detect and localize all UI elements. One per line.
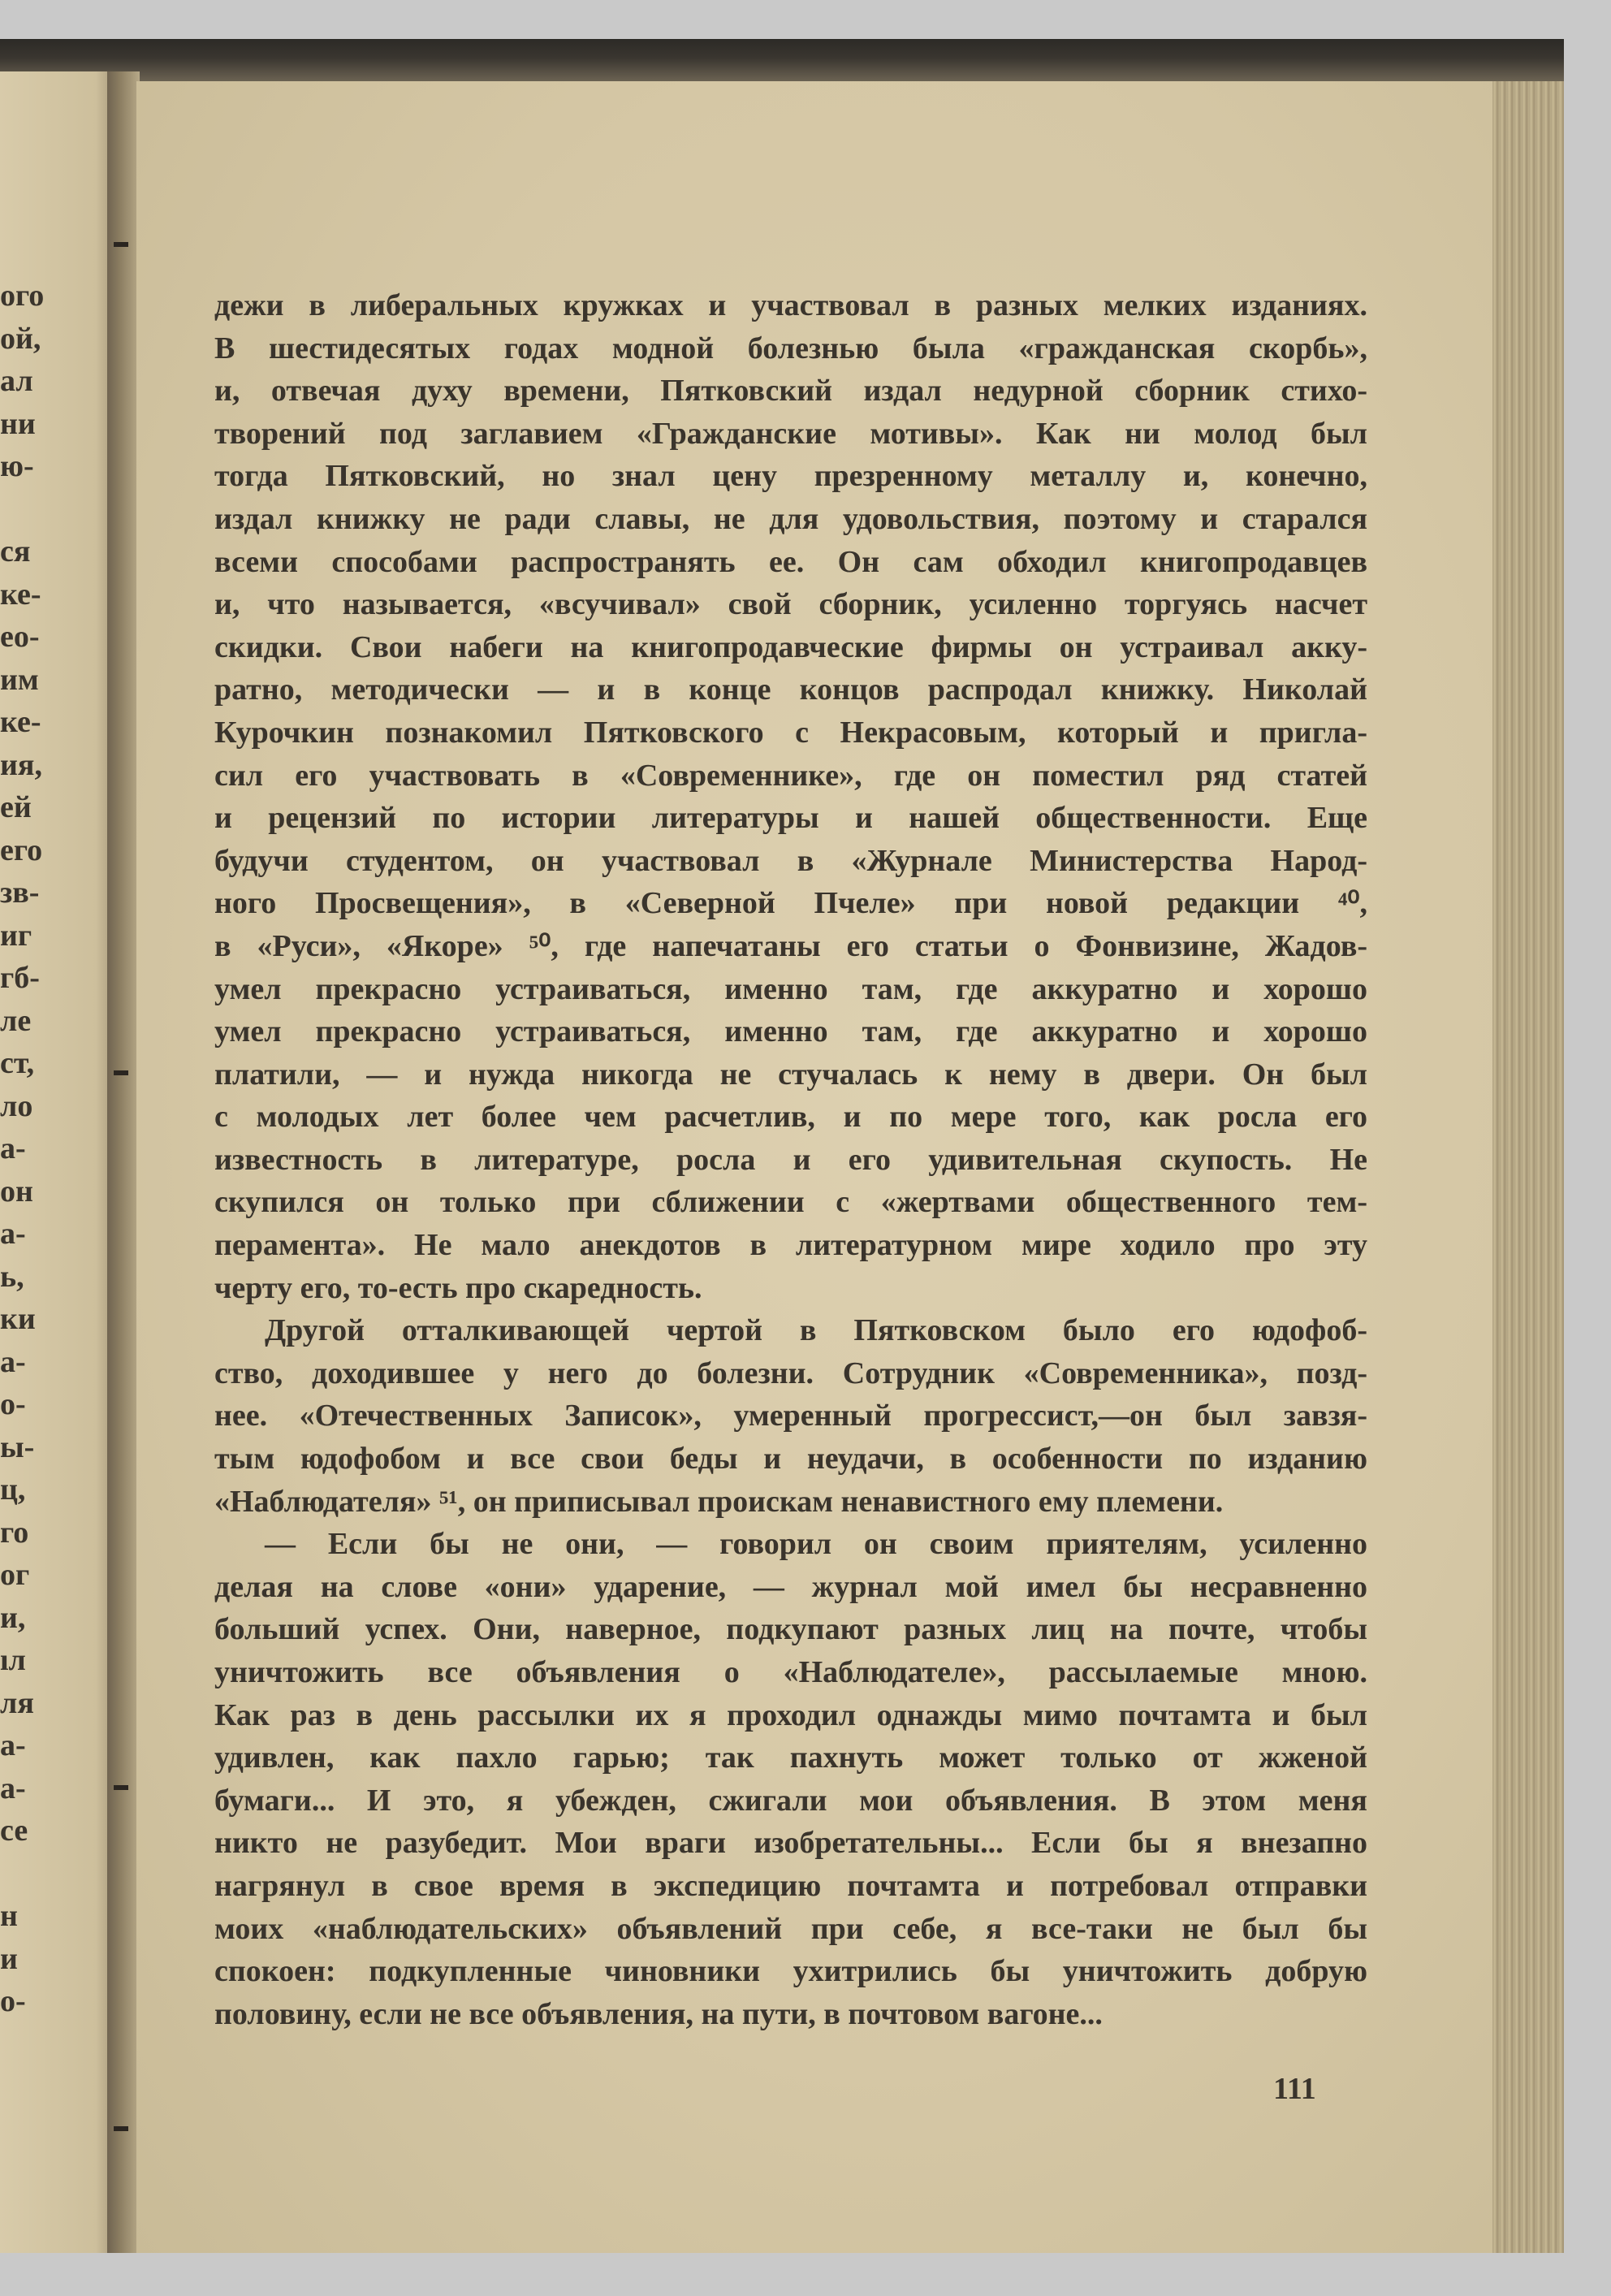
book-top-edge — [0, 39, 1564, 81]
text-line: издал книжку не ради славы, не для удовольствия, поэтому и старался — [214, 501, 1367, 536]
previous-page-fragment: ео- — [0, 620, 40, 654]
previous-page-fragment: и — [0, 1941, 18, 1976]
previous-page-fragment: о- — [0, 1387, 26, 1421]
previous-page-fragment: го — [0, 1515, 29, 1550]
previous-page-fragment: а- — [0, 1217, 26, 1251]
text-line: ратно, методически — и в конце концов распродал книжку. Николай — [214, 672, 1367, 707]
previous-page-text-fragments — [0, 275, 49, 2023]
previous-page-fragment: а- — [0, 1728, 26, 1762]
text-line: ство, доходившее у него до болезни. Сотрудник «Современника», позд- — [214, 1356, 1367, 1390]
text-line: половину, если не все объявления, на пути, в почтовом вагоне... — [214, 1996, 1103, 2031]
text-line: в «Руси», «Якоре» ⁵⁰, где напечатаны его статьи о Фонвизине, Жадов- — [214, 928, 1367, 963]
previous-page-fragment: се — [0, 1814, 28, 1848]
previous-page-fragment: ю- — [0, 449, 34, 483]
previous-page-fragment: ог — [0, 1558, 30, 1592]
previous-page-fragment: ой, — [0, 321, 41, 356]
text-line: — Если бы не они, — говорил он своим приятелям, усиленно — [265, 1527, 1367, 1562]
previous-page-fragment: ал — [0, 364, 33, 398]
text-line: с молодых лет более чем расчетлив, и по мере того, как росла его — [214, 1100, 1367, 1135]
gutter-mark — [114, 1785, 128, 1790]
gutter-mark — [114, 1070, 128, 1075]
previous-page-fragment: ей — [0, 790, 32, 824]
text-line: больший успех. Они, наверное, подкупают разных лиц на почте, чтобы — [214, 1612, 1367, 1647]
previous-page-fragment: зв- — [0, 876, 40, 910]
page-edges — [1492, 81, 1564, 2253]
previous-page-fragment: ы- — [0, 1429, 35, 1464]
previous-page-fragment: и, — [0, 1600, 26, 1635]
text-line: Как раз в день рассылки их я проходил однажды мимо почтамта и был — [214, 1697, 1367, 1732]
previous-page-fragment — [0, 1853, 49, 1896]
previous-page-fragment: ого — [0, 279, 45, 313]
previous-page-fragment: ся — [0, 534, 31, 569]
previous-page-fragment: а- — [0, 1131, 26, 1165]
previous-page-fragment: ке- — [0, 705, 41, 739]
text-line: «Наблюдателя» ⁵¹, он приписывал проискам ненавистного ему племени. — [214, 1484, 1224, 1519]
text-line: скидки. Свои набеги на книгопродавческие фирмы он устраивал акку- — [214, 629, 1367, 664]
text-line: тым юдофобом и все свои беды и неудачи, в особенности по изданию — [214, 1442, 1367, 1477]
gutter-mark — [114, 242, 128, 247]
previous-page-fragment: он — [0, 1174, 33, 1209]
previous-page-fragment: ц, — [0, 1472, 26, 1507]
main-page — [136, 81, 1492, 2253]
previous-page-fragment: гб- — [0, 961, 40, 995]
text-line: умел прекрасно устраиваться, именно там, где аккуратно и хорошо — [214, 971, 1367, 1006]
text-line: спокоен: подкупленные чиновники ухитрились бы уничтожить добрую — [214, 1954, 1367, 1989]
previous-page-fragment: н — [0, 1899, 18, 1933]
previous-page-fragment: а- — [0, 1344, 26, 1379]
text-line: перамента». Не мало анекдотов в литературном мире ходило про эту — [214, 1228, 1367, 1263]
text-line: никто не разубедит. Мои враги изобретательны... Если бы я внезапно — [214, 1826, 1367, 1861]
previous-page-fragment: им — [0, 662, 39, 697]
text-line: В шестидесятых годах модной болезнью была «гражданская скорбь», — [214, 331, 1367, 365]
previous-page-fragment: ло — [0, 1088, 33, 1123]
text-line: тогда Пятковский, но знал цену презренному металлу и, конечно, — [214, 459, 1367, 494]
previous-page-fragment: его — [0, 832, 43, 867]
text-line: всеми способами распространять ее. Он сам обходил книгопродавцев — [214, 544, 1367, 579]
page-text — [214, 284, 1367, 2035]
book-gutter — [107, 71, 140, 2253]
text-line: творений под заглавием «Гражданские мотивы». Как ни молод был — [214, 416, 1367, 451]
previous-page — [0, 71, 120, 2253]
text-line: Курочкин познакомил Пятковского с Некрасовым, который и пригла- — [214, 715, 1367, 750]
text-line: и, что называется, «всучивал» свой сборник, усиленно торгуясь насчет — [214, 587, 1367, 622]
text-line: скупился он только при сближении с «жертвами общественного тем- — [214, 1185, 1367, 1220]
previous-page-fragment: ни — [0, 406, 36, 441]
text-line: черту его, то-есть про скаредность. — [214, 1270, 702, 1305]
previous-page-fragment: а- — [0, 1771, 26, 1805]
text-line: бумаги... И это, я убежден, сжигали мои объявления. В этом меня — [214, 1783, 1367, 1818]
text-line: нее. «Отечественных Записок», умеренный прогрессист,—он был завзя- — [214, 1399, 1367, 1433]
text-line: дежи в либеральных кружках и участвовал в разных мелких изданиях. — [214, 288, 1367, 322]
previous-page-fragment: ля — [0, 1685, 34, 1720]
previous-page-fragment: о- — [0, 1984, 26, 2018]
text-line: делая на слове «они» ударение, — журнал мой имел бы несравненно — [214, 1569, 1367, 1604]
gutter-mark — [114, 2126, 128, 2131]
text-line: умел прекрасно устраиваться, именно там, где аккуратно и хорошо — [214, 1014, 1367, 1049]
text-line: платили, — и нужда никогда не стучалась к нему в двери. Он был — [214, 1057, 1367, 1092]
page-number: 111 — [1273, 2072, 1316, 2106]
text-line: ного Просвещения», в «Северной Пчеле» при новой редакции ⁴⁰, — [214, 886, 1367, 921]
text-line: уничтожить все объявления о «Наблюдателе», рассылаемые мною. — [214, 1655, 1367, 1689]
previous-page-fragment: ия, — [0, 747, 42, 782]
text-line: моих «наблюдательских» объявлений при себе, я все-таки не был бы — [214, 1911, 1367, 1946]
previous-page-fragment: иг — [0, 918, 32, 953]
text-line: и рецензий по истории литературы и нашей общественности. Еще — [214, 801, 1367, 836]
text-line: будучи студентом, он участвовал в «Журнале Министерства Народ- — [214, 843, 1367, 878]
text-line: сил его участвовать в «Современнике», где он поместил ряд статей — [214, 758, 1367, 793]
previous-page-fragment: ле — [0, 1003, 32, 1038]
previous-page-fragment: ки — [0, 1302, 36, 1336]
book-scan — [0, 39, 1564, 2253]
previous-page-fragment: ке- — [0, 577, 41, 612]
text-line: и, отвечая духу времени, Пятковский издал недурной сборник стихо- — [214, 374, 1367, 409]
text-line: Другой отталкивающей чертой в Пятковском было его юдофоб- — [265, 1313, 1367, 1348]
previous-page-fragment: ıл — [0, 1643, 26, 1677]
previous-page-fragment: ст, — [0, 1046, 35, 1080]
text-line: нагрянул в свое время в экспедицию почтамта и потребовал отправки — [214, 1868, 1367, 1903]
previous-page-fragment — [0, 488, 49, 531]
text-line: известность в литературе, росла и его удивительная скупость. Не — [214, 1142, 1367, 1177]
text-line: удивлен, как пахло гарью; так пахнуть может только от жженой — [214, 1740, 1367, 1775]
previous-page-fragment: ь, — [0, 1259, 24, 1294]
